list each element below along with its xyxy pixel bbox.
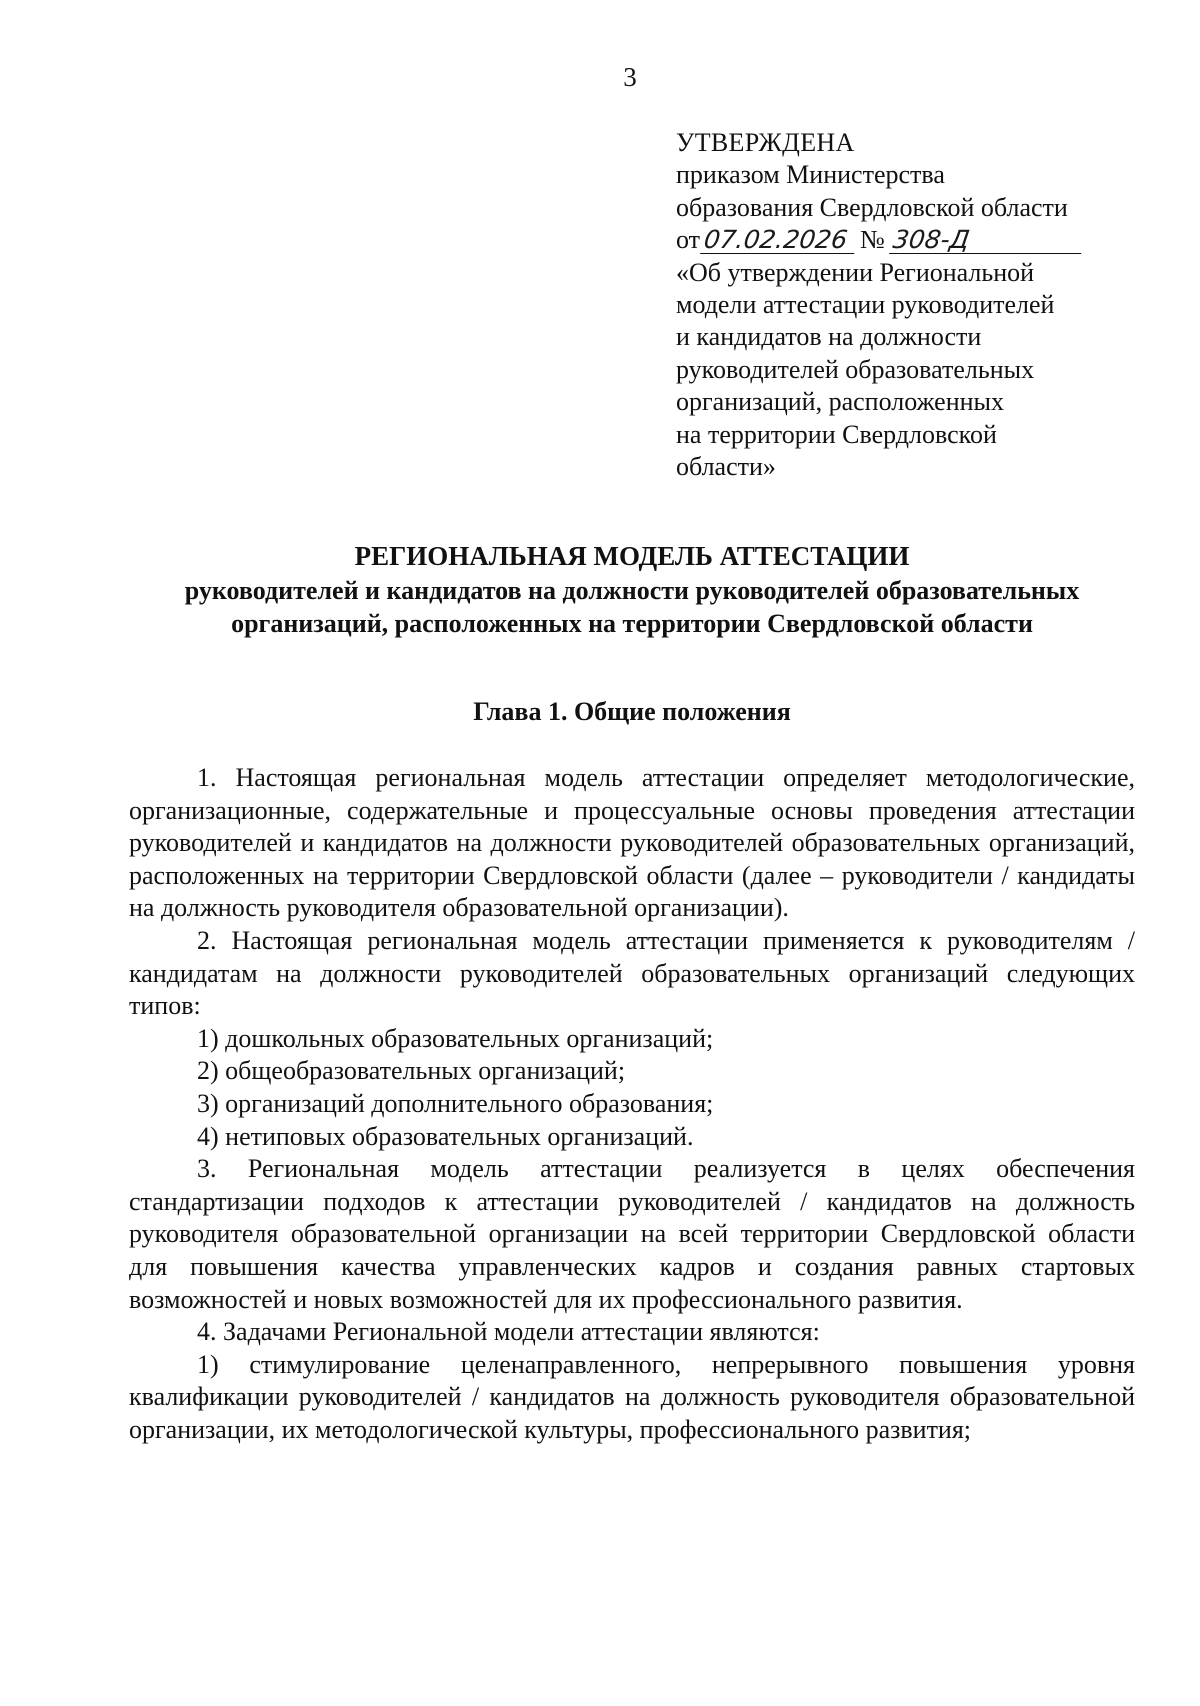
order-date-number-line: [676, 224, 1116, 256]
handwritten-date: 07.02.2026: [700, 227, 858, 254]
paragraph-1: 1. Настоящая региональная модель аттестации определяет методологические, организационные, содержательные и процессуальные основы проведения аттестации руководителей и кандидатов на должности руководителей образовательных организаций, расположенных на территории Свердловской области (далее – руководители / кандидаты на должность руководителя образовательной организации).: [129, 763, 1135, 923]
document-body: [129, 762, 1135, 1446]
order-title-line-7: области»: [676, 452, 776, 482]
list-item: 4) нетиповых образовательных организаций.: [197, 1121, 694, 1151]
order-title-line-2: модели аттестации руководителей: [676, 290, 1055, 320]
order-title-line-5: организаций, расположенных: [676, 387, 1005, 417]
approval-line-2: образования Свердловской области: [676, 192, 1068, 222]
list-item: 2) общеобразовательных организаций;: [197, 1056, 626, 1086]
order-title-line-3: и кандидатов на должности: [676, 322, 982, 352]
paragraph-4: 4. Задачами Региональной модели аттестации являются:: [197, 1317, 820, 1347]
document-title-main: РЕГИОНАЛЬНАЯ МОДЕЛЬ АТТЕСТАЦИИ: [354, 541, 910, 571]
list-item: 3) организаций дополнительного образования;: [197, 1088, 714, 1118]
list-item: 1) дошкольных образовательных организаций;: [197, 1023, 714, 1053]
order-title-line-6: на территории Свердловской: [676, 419, 997, 449]
paragraph-5: 1) стимулирование целенаправленного, непрерывного повышения уровня квалификации руководителей / кандидатов на должность руководителя образовательной организации, их методологической культуры, профессионального развития;: [129, 1349, 1135, 1444]
page-number: 3: [623, 62, 637, 92]
order-title-line-4: руководителей образовательных: [676, 354, 1035, 384]
order-title-line-1: «Об утверждении Региональной: [676, 257, 1035, 287]
paragraph-3: 3. Региональная модель аттестации реализуется в целях обеспечения стандартизации подходов к аттестации руководителей / кандидатов на должность руководителя образовательной организации на всей территории Свердловской области для повышения качества управленческих кадров и создания равных стартовых возможностей и новых возможностей для их профессионального развития.: [129, 1154, 1135, 1314]
document-title-sub-1: руководителей и кандидатов на должности руководителей образовательных: [184, 576, 1080, 605]
date-prefix: от: [676, 225, 701, 255]
chapter-heading: Глава 1. Общие положения: [473, 697, 791, 726]
approval-line-1: приказом Министерства: [676, 160, 945, 190]
document-title-sub-2: организаций, расположенных на территории Свердловской области: [231, 609, 1033, 638]
approval-heading: УТВЕРЖДЕНА: [676, 128, 855, 157]
approval-stamp-block: [676, 127, 1116, 483]
document-title: [128, 540, 1136, 640]
handwritten-order-number: 308-Д: [889, 227, 1085, 254]
number-sign: №: [860, 225, 885, 255]
paragraph-2: 2. Настоящая региональная модель аттестации применяется к руководителям / кандидатам на должности руководителей образовательных организаций следующих типов:: [129, 925, 1135, 1021]
